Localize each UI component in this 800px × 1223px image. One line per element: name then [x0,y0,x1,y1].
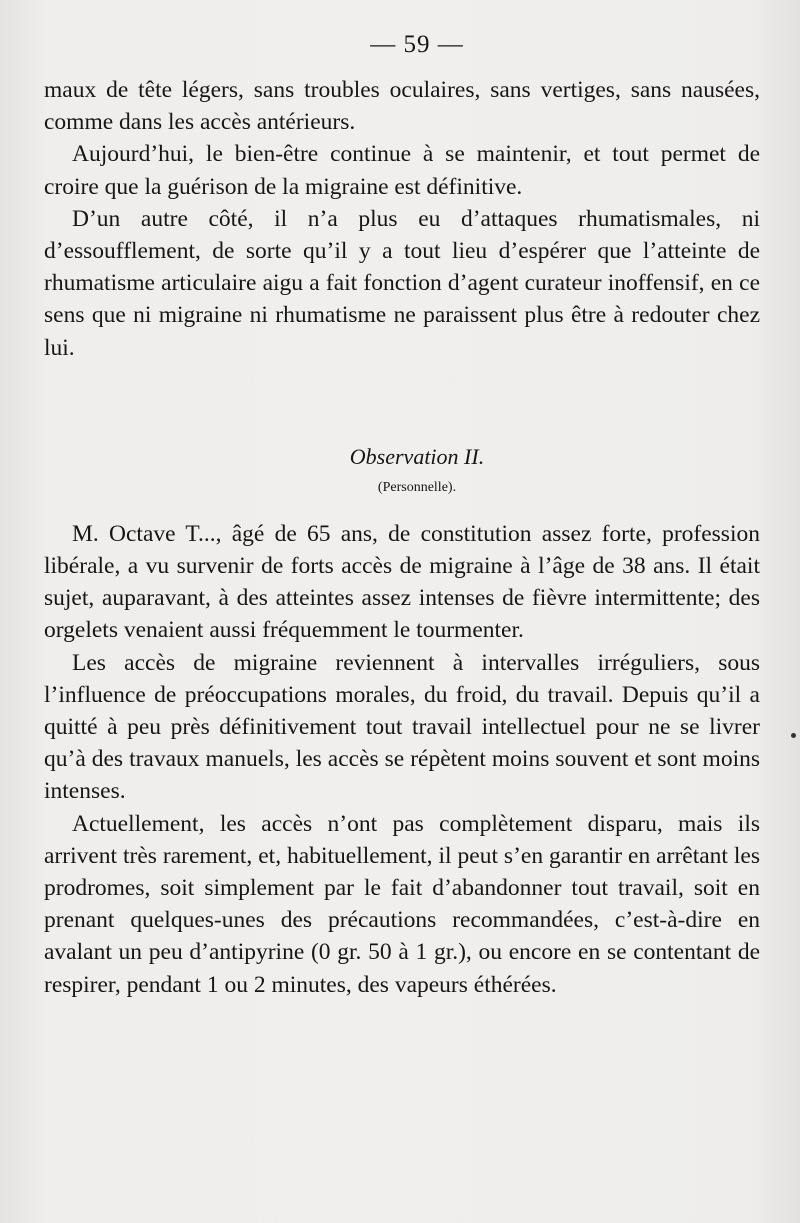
ink-speck [791,733,796,738]
paragraph-continuation: maux de tête légers, sans troubles oculaires, sans vertiges, sans nausées, comme dans les accès antérieurs. [44,77,760,136]
observation-title: Observation II. [349,443,485,469]
paragraph-other-side: D’un autre côté, il n’a plus eu d’attaques rhumatismales, ni d’essoufflement, de sorte qu’il y a tout lieu d’espérer que l’atteinte de rhumatisme articulaire aigu a fait fonction d’agent curateur inoffensif, en ce sens que ni migraine ni rhumatisme ne paraissent plus être à redouter chez lui. [44,205,760,361]
paragraph-patient: M. Octave T..., âgé de 65 ans, de constitution assez forte, profession libérale, a vu survenir de forts accès de migraine à l’âge de 38 ans. Il était sujet, auparavant, à des atteintes assez intenses de fièvre intermittente; des orgelets venaient aussi fréquemment le tourmenter. [44,520,760,644]
page-number: — 59 — [370,31,464,58]
paragraph-today: Aujourd’hui, le bien-être continue à se maintenir, et tout permet de croire que la guérison de la migraine est définitive. [44,141,760,200]
observation-subtitle: (Personnelle). [377,479,457,495]
paragraph-currently: Actuellement, les accès n’ont pas complètement disparu, mais ils arrivent très rarement, et, habituellement, il peut s’en garantir en arrêtant les prodromes, soit simplement par le fait d’abandonner tout travail, soit en prenant quelques-unes des précautions recommandées, c’est-à-dire en avalant un peu d’antipyrine (0 gr. 50 à 1 gr.), ou encore en se contentant de respirer, pendant 1 ou 2 minutes, des vapeurs éthérées. [44,810,760,998]
page-text [44,30,760,1001]
paragraph-attacks: Les accès de migraine reviennent à intervalles irréguliers, sous l’influence de préoccupations morales, du froid, du travail. Depuis qu’il a quitté à peu près définitivement tout travail intellectuel pour ne se livrer qu’à des travaux manuels, les accès se répètent moins souvent et sont moins intenses. [44,649,760,805]
